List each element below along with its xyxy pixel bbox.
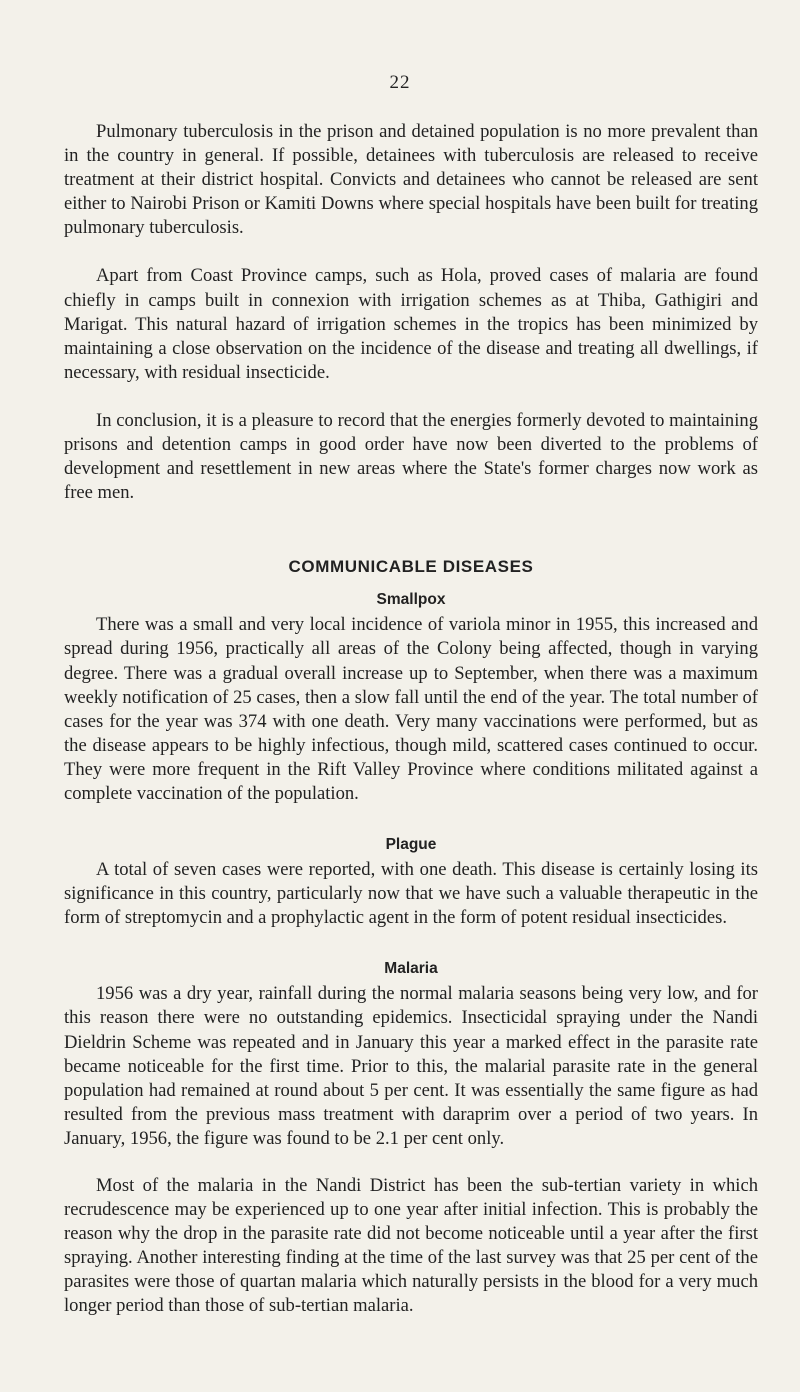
- paragraph-malaria-1: 1956 was a dry year, rainfall during the normal malaria seasons being very low, and for this reason there were no outstanding epidemics. Insecticidal spraying under the Nandi Dieldrin Scheme was repeated and in January this year a marked effect in the parasite rate became noticeable for the first time. Prior to this, the malarial parasite rate in the general population had remained at round about 5 per cent. It was essentially the same figure as had resulted from the previous mass treatment with daraprim over a period of two years. In January, 1956, the figure was found to be 2.1 per cent only.: [64, 983, 758, 1149]
- section-heading-communicable-diseases: COMMUNICABLE DISEASES: [288, 557, 534, 577]
- subheading-smallpox: Smallpox: [376, 591, 446, 609]
- page-body: [64, 78, 758, 1319]
- page-number: 22: [389, 72, 411, 93]
- subheading-malaria: Malaria: [384, 960, 438, 978]
- paragraph-tuberculosis: Pulmonary tuberculosis in the prison and detained population is no more prevalent than in the country in general. If possible, detainees with tuberculosis are released to receive treatment at their district hospital. Convicts and detainees who cannot be released are sent either to Nairobi Prison or Kamiti Downs where special hospitals have been built for treating pulmonary tuberculosis.: [64, 121, 758, 239]
- paragraph-conclusion: In conclusion, it is a pleasure to record that the energies formerly devoted to maintaining prisons and detention camps in good order have now been diverted to the problems of development and resettlement in new areas where the State's former charges now work as free men.: [64, 409, 758, 504]
- paragraph-smallpox: There was a small and very local incidence of variola minor in 1955, this increased and spread during 1956, practically all areas of the Colony being affected, though in varying degree. There was a gradual overall increase up to September, when there was a maximum weekly notification of 25 cases, then a slow fall until the end of the year. The total number of cases for the year was 374 with one death. Very many vaccinations were performed, but as the disease appears to be highly infectious, though mild, scattered cases continued to occur. They were more frequent in the Rift Valley Province where conditions militated against a complete vaccination of the population.: [64, 614, 758, 804]
- paragraph-plague: A total of seven cases were reported, with one death. This disease is certainly losing its significance in this country, particularly now that we have such a valuable therapeutic in the form of streptomycin and a prophylactic agent in the form of potent residual insecticides.: [64, 859, 758, 929]
- paragraph-malaria-2: Most of the malaria in the Nandi District has been the sub-tertian variety in which recrudescence may be experienced up to one year after initial infection. This is probably the reason why the drop in the parasite rate did not become noticeable until a year after the first spraying. Another interesting finding at the time of the last survey was that 25 per cent of the parasites were those of quartan malaria which naturally persists in the blood for a very much longer period than those of sub-tertian malaria.: [64, 1175, 758, 1317]
- paragraph-camp-malaria: Apart from Coast Province camps, such as Hola, proved cases of malaria are found chiefly in camps built in connexion with irrigation schemes as at Thiba, Gathigiri and Marigat. This natural hazard of irrigation schemes in the tropics has been minimized by maintaining a close observation on the incidence of the disease and treating all dwellings, if necessary, with residual insecticide.: [64, 265, 758, 383]
- subheading-plague: Plague: [385, 836, 437, 854]
